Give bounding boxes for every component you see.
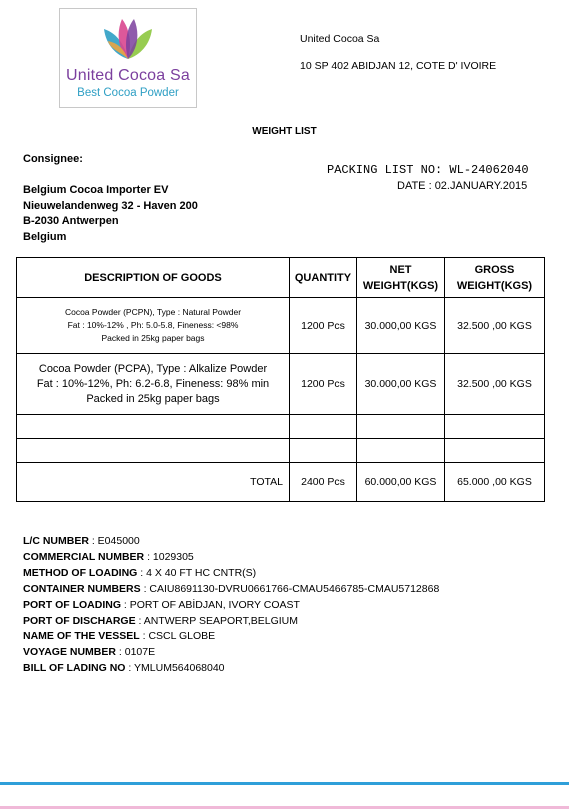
- table-row: [17, 298, 545, 354]
- document-title: WEIGHT LIST: [252, 126, 317, 137]
- consignee-label: Consignee:: [23, 153, 83, 165]
- shipping-line: [23, 534, 439, 550]
- shipping-label: NAME OF THE VESSEL: [23, 630, 140, 643]
- total-label: TOTAL: [17, 463, 290, 502]
- header-net-line: NET: [389, 263, 412, 276]
- goods-table: [16, 257, 545, 502]
- desc-line: Fat : 10%-12% , Ph: 5.0-5.8, Fineness: <98%: [67, 320, 239, 331]
- desc-line: Packed in 25kg paper bags: [86, 392, 220, 405]
- footer-rule-pink: [0, 806, 569, 809]
- shipping-label: BILL OF LADING NO: [23, 662, 126, 675]
- shipping-label: PORT OF DISCHARGE: [23, 614, 136, 627]
- company-logo: [59, 8, 197, 108]
- shipping-line: [23, 629, 439, 645]
- row-description: [17, 354, 290, 415]
- shipping-label: METHOD OF LOADING: [23, 566, 138, 579]
- shipping-value: : 4 X 40 FT HC CNTR(S): [140, 566, 257, 579]
- shipping-line: [23, 614, 439, 630]
- row-net-weight: 30.000,00 KGS: [357, 298, 445, 354]
- header-description: DESCRIPTION OF GOODS: [17, 258, 290, 298]
- shipping-value: : CSCL GLOBE: [142, 630, 216, 643]
- table-row: [17, 354, 545, 415]
- shipping-label: L/C NUMBER: [23, 535, 89, 547]
- footer-rule-blue: [0, 782, 569, 785]
- total-gross-weight: 65.000 ,00 KGS: [445, 463, 545, 502]
- document-date: DATE : 02.JANUARY.2015: [397, 180, 528, 192]
- table-empty-row: [17, 439, 545, 463]
- header-net-weight: [357, 258, 445, 298]
- desc-line: Cocoa Powder (PCPA), Type : Alkalize Powder: [38, 362, 268, 375]
- shipping-value: : CAIU8691130-DVRU0661766-CMAU5466785-CMAU5712868: [143, 582, 440, 595]
- consignee-line: Nieuwelandenweg 32 - Haven 200: [23, 199, 198, 212]
- consignee-line: B-2030 Antwerpen: [23, 215, 119, 227]
- row-description: [17, 298, 290, 354]
- desc-line: Cocoa Powder (PCPN), Type : Natural Powder: [64, 307, 242, 318]
- logo-tagline: Best Cocoa Powder: [77, 87, 179, 99]
- company-name: United Cocoa Sa: [300, 33, 380, 45]
- shipping-line: [23, 566, 439, 582]
- shipping-value: : 0107E: [118, 646, 156, 659]
- shipping-label: COMMERCIAL NUMBER: [23, 550, 145, 563]
- lotus-icon: [102, 15, 154, 63]
- shipping-value: : YMLUM564068040: [128, 662, 225, 675]
- shipping-line: [23, 598, 439, 614]
- shipping-label: CONTAINER NUMBERS: [23, 582, 141, 595]
- header-gross-line: GROSS: [474, 263, 515, 276]
- consignee-address: [23, 183, 198, 245]
- consignee-line: Belgium: [23, 230, 67, 243]
- row-gross-weight: 32.500 ,00 KGS: [445, 354, 545, 415]
- total-net-weight: 60.000,00 KGS: [357, 463, 445, 502]
- table-total-row: [17, 463, 545, 502]
- header-gross-weight: [445, 258, 545, 298]
- header-gross-line: WEIGHT(KGS): [456, 279, 533, 292]
- shipping-label: VOYAGE NUMBER: [23, 646, 116, 659]
- total-quantity: 2400 Pcs: [290, 463, 357, 502]
- header-quantity: QUANTITY: [290, 258, 357, 298]
- header-net-line: WEIGHT(KGS): [362, 279, 439, 292]
- shipping-line: [23, 582, 439, 598]
- shipping-value: : E045000: [91, 535, 140, 547]
- desc-line: Fat : 10%-12%, Ph: 6.2-6.8, Fineness: 98% min: [36, 377, 270, 390]
- row-gross-weight: 32.500 ,00 KGS: [445, 298, 545, 354]
- shipping-value: : PORT OF ABİDJAN, IVORY COAST: [123, 598, 300, 611]
- shipping-line: [23, 645, 439, 661]
- shipping-value: : 1029305: [147, 550, 194, 563]
- row-quantity: 1200 Pcs: [290, 298, 357, 354]
- logo-name: United Cocoa Sa: [66, 67, 190, 84]
- shipping-label: PORT OF LOADING: [23, 598, 121, 611]
- shipping-details: [23, 534, 439, 677]
- shipping-line: [23, 661, 439, 677]
- row-quantity: 1200 Pcs: [290, 354, 357, 415]
- packing-list-number: PACKING LIST NO: WL-24062040: [327, 163, 529, 177]
- shipping-line: [23, 550, 439, 566]
- desc-line: Packed in 25kg paper bags: [101, 333, 205, 344]
- table-header-row: [17, 258, 545, 298]
- company-address: 10 SP 402 ABIDJAN 12, COTE D' IVOIRE: [300, 60, 497, 72]
- consignee-line: Belgium Cocoa Importer EV: [23, 184, 169, 196]
- row-net-weight: 30.000,00 KGS: [357, 354, 445, 415]
- table-empty-row: [17, 414, 545, 438]
- shipping-value: : ANTWERP SEAPORT,BELGIUM: [138, 614, 298, 627]
